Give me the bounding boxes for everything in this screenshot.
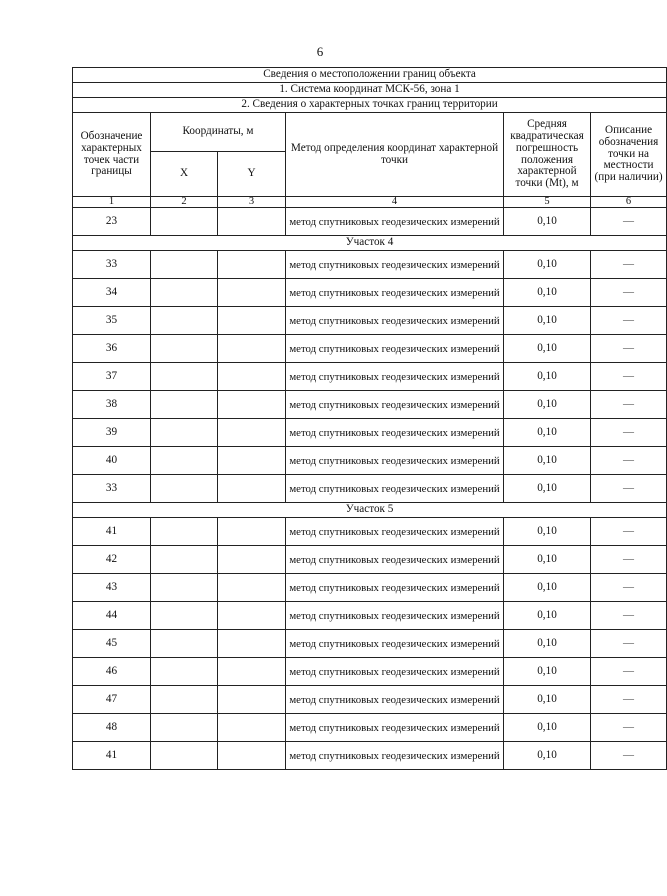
coord-x-cell xyxy=(151,630,218,658)
method-cell: метод спутниковых геодезических измерений xyxy=(286,742,504,770)
col-number: 1 xyxy=(73,197,151,208)
table-row xyxy=(73,714,667,742)
method-cell: метод спутниковых геодезических измерений xyxy=(286,518,504,546)
table-row xyxy=(73,363,667,391)
method-cell: метод спутниковых геодезических измерений xyxy=(286,208,504,236)
description-cell: — xyxy=(591,475,667,503)
point-number-cell: 41 xyxy=(73,742,151,770)
coord-y-cell xyxy=(218,742,286,770)
description-cell: — xyxy=(591,574,667,602)
coord-x-cell xyxy=(151,208,218,236)
col-number: 4 xyxy=(286,197,504,208)
coord-x-cell xyxy=(151,546,218,574)
method-cell: метод спутниковых геодезических измерений xyxy=(286,475,504,503)
method-cell: метод спутниковых геодезических измерений xyxy=(286,251,504,279)
mt-cell: 0,10 xyxy=(504,686,591,714)
point-number-cell: 44 xyxy=(73,602,151,630)
coord-x-cell xyxy=(151,475,218,503)
coord-x-cell xyxy=(151,574,218,602)
coord-x-cell xyxy=(151,279,218,307)
method-cell: метод спутниковых геодезических измерений xyxy=(286,419,504,447)
coord-x-cell xyxy=(151,518,218,546)
description-cell: — xyxy=(591,686,667,714)
mt-cell: 0,10 xyxy=(504,714,591,742)
mt-cell: 0,10 xyxy=(504,630,591,658)
table-row xyxy=(73,279,667,307)
mt-cell: 0,10 xyxy=(504,658,591,686)
table-row xyxy=(73,574,667,602)
description-cell: — xyxy=(591,363,667,391)
point-number-cell: 38 xyxy=(73,391,151,419)
parcel-heading-row xyxy=(73,503,667,518)
mt-cell: 0,10 xyxy=(504,518,591,546)
description-cell: — xyxy=(591,658,667,686)
header-error: Средняя квадратическая погрешность положения характерной точки (Mt), м xyxy=(504,113,591,197)
coord-x-cell xyxy=(151,419,218,447)
point-number-cell: 23 xyxy=(73,208,151,236)
point-number-cell: 39 xyxy=(73,419,151,447)
coord-y-cell xyxy=(218,714,286,742)
mt-cell: 0,10 xyxy=(504,251,591,279)
description-cell: — xyxy=(591,279,667,307)
table-row xyxy=(73,335,667,363)
coord-x-cell xyxy=(151,447,218,475)
point-number-cell: 48 xyxy=(73,714,151,742)
coord-y-cell xyxy=(218,574,286,602)
method-cell: метод спутниковых геодезических измерений xyxy=(286,546,504,574)
table-row xyxy=(73,658,667,686)
mt-cell: 0,10 xyxy=(504,546,591,574)
table-row xyxy=(73,419,667,447)
method-cell: метод спутниковых геодезических измерений xyxy=(286,307,504,335)
coord-y-cell xyxy=(218,419,286,447)
point-number-cell: 46 xyxy=(73,658,151,686)
table-row xyxy=(73,686,667,714)
coord-y-cell xyxy=(218,475,286,503)
coord-x-cell xyxy=(151,742,218,770)
coord-y-cell xyxy=(218,279,286,307)
description-cell: — xyxy=(591,546,667,574)
coord-y-cell xyxy=(218,335,286,363)
point-number-cell: 34 xyxy=(73,279,151,307)
coord-x-cell xyxy=(151,335,218,363)
point-number-cell: 35 xyxy=(73,307,151,335)
description-cell: — xyxy=(591,630,667,658)
coord-y-cell xyxy=(218,307,286,335)
point-number-cell: 33 xyxy=(73,251,151,279)
coord-x-cell xyxy=(151,658,218,686)
table-row xyxy=(73,546,667,574)
coord-y-cell xyxy=(218,251,286,279)
description-cell: — xyxy=(591,419,667,447)
method-cell: метод спутниковых геодезических измерений xyxy=(286,602,504,630)
point-number-cell: 47 xyxy=(73,686,151,714)
col-number: 3 xyxy=(218,197,286,208)
mt-cell: 0,10 xyxy=(504,363,591,391)
table-body xyxy=(73,208,667,770)
method-cell: метод спутниковых геодезических измерений xyxy=(286,279,504,307)
mt-cell: 0,10 xyxy=(504,307,591,335)
coord-x-cell xyxy=(151,251,218,279)
coord-y-cell xyxy=(218,391,286,419)
col-number: 2 xyxy=(151,197,218,208)
description-cell: — xyxy=(591,742,667,770)
coord-y-cell xyxy=(218,447,286,475)
col-number: 6 xyxy=(591,197,667,208)
header-x: X xyxy=(151,152,218,197)
mt-cell: 0,10 xyxy=(504,447,591,475)
method-cell: метод спутниковых геодезических измерений xyxy=(286,658,504,686)
description-cell: — xyxy=(591,335,667,363)
header-coordinates: Координаты, м xyxy=(151,113,286,152)
mt-cell: 0,10 xyxy=(504,574,591,602)
description-cell: — xyxy=(591,602,667,630)
description-cell: — xyxy=(591,518,667,546)
section-title: Сведения о местоположении границ объекта xyxy=(73,68,667,83)
table-row xyxy=(73,742,667,770)
point-number-cell: 42 xyxy=(73,546,151,574)
coord-y-cell xyxy=(218,363,286,391)
coord-y-cell xyxy=(218,658,286,686)
description-cell: — xyxy=(591,307,667,335)
points-section-line: 2. Сведения о характерных точках границ территории xyxy=(73,98,667,113)
table-row xyxy=(73,251,667,279)
parcel-label: Участок 5 xyxy=(73,503,667,518)
coord-x-cell xyxy=(151,714,218,742)
point-number-cell: 41 xyxy=(73,518,151,546)
table-row xyxy=(73,630,667,658)
coord-y-cell xyxy=(218,630,286,658)
header-method: Метод определения координат характерной точки xyxy=(286,113,504,197)
point-number-cell: 43 xyxy=(73,574,151,602)
description-cell: — xyxy=(591,391,667,419)
mt-cell: 0,10 xyxy=(504,602,591,630)
column-numbers-row xyxy=(73,197,667,208)
point-number-cell: 36 xyxy=(73,335,151,363)
mt-cell: 0,10 xyxy=(504,391,591,419)
point-number-cell: 45 xyxy=(73,630,151,658)
description-cell: — xyxy=(591,447,667,475)
description-cell: — xyxy=(591,208,667,236)
table-row xyxy=(73,475,667,503)
header-description: Описание обозначения точки на местности (при наличии) xyxy=(591,113,667,197)
method-cell: метод спутниковых геодезических измерений xyxy=(286,447,504,475)
method-cell: метод спутниковых геодезических измерений xyxy=(286,630,504,658)
table-row xyxy=(73,518,667,546)
coord-x-cell xyxy=(151,307,218,335)
coord-y-cell xyxy=(218,686,286,714)
point-number-cell: 37 xyxy=(73,363,151,391)
header-designation: Обозначение характерных точек части границы xyxy=(73,113,151,197)
mt-cell: 0,10 xyxy=(504,208,591,236)
method-cell: метод спутниковых геодезических измерений xyxy=(286,363,504,391)
description-cell: — xyxy=(591,251,667,279)
mt-cell: 0,10 xyxy=(504,419,591,447)
parcel-label: Участок 4 xyxy=(73,236,667,251)
table-row xyxy=(73,447,667,475)
coord-y-cell xyxy=(218,208,286,236)
mt-cell: 0,10 xyxy=(504,475,591,503)
method-cell: метод спутниковых геодезических измерений xyxy=(286,335,504,363)
page-number: 6 xyxy=(316,44,324,59)
table-row xyxy=(73,208,667,236)
boundary-points-table xyxy=(72,67,667,770)
table-row xyxy=(73,307,667,335)
coordinate-system-line: 1. Система координат МСК-56, зона 1 xyxy=(73,83,667,98)
header-y: Y xyxy=(218,152,286,197)
coord-x-cell xyxy=(151,602,218,630)
mt-cell: 0,10 xyxy=(504,742,591,770)
method-cell: метод спутниковых геодезических измерений xyxy=(286,686,504,714)
coord-y-cell xyxy=(218,518,286,546)
method-cell: метод спутниковых геодезических измерений xyxy=(286,391,504,419)
coord-x-cell xyxy=(151,686,218,714)
method-cell: метод спутниковых геодезических измерений xyxy=(286,574,504,602)
table-row xyxy=(73,602,667,630)
description-cell: — xyxy=(591,714,667,742)
coord-y-cell xyxy=(218,546,286,574)
method-cell: метод спутниковых геодезических измерений xyxy=(286,714,504,742)
parcel-heading-row xyxy=(73,236,667,251)
col-number: 5 xyxy=(504,197,591,208)
point-number-cell: 33 xyxy=(73,475,151,503)
mt-cell: 0,10 xyxy=(504,279,591,307)
table-row xyxy=(73,391,667,419)
coord-x-cell xyxy=(151,363,218,391)
point-number-cell: 40 xyxy=(73,447,151,475)
coord-y-cell xyxy=(218,602,286,630)
mt-cell: 0,10 xyxy=(504,335,591,363)
coord-x-cell xyxy=(151,391,218,419)
